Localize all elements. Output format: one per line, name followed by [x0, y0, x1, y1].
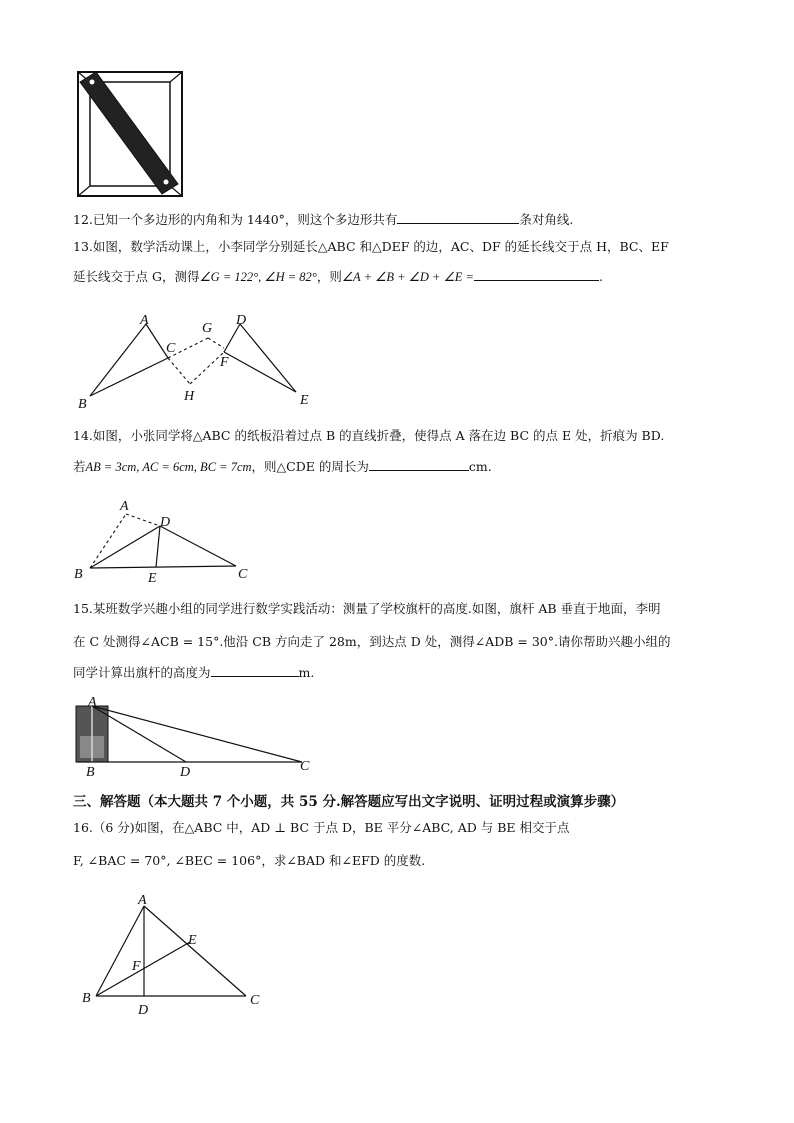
q16-label-B: B: [82, 991, 91, 1006]
question-15-line3: [73, 664, 314, 682]
question-15-line2: 在 C 处测得∠ACB = 15°.他沿 CB 方向走了 28m，到达点 D 处，测得∠ADB = 30°.请你帮助兴趣小组的: [73, 634, 671, 649]
q14-label-A: A: [120, 499, 129, 514]
q13-label-A: A: [140, 313, 149, 328]
q14-formula: AB = 3cm, AC = 6cm, BC = 7cm: [85, 460, 252, 474]
q15-label-A: A: [88, 696, 97, 710]
question-14-line1: 14.如图，小张同学将△ABC 的纸板沿着过点 B 的直线折叠，使得点 A 落在边 BC 的点 E 处，折痕为 BD.: [73, 428, 665, 443]
q15-label-C: C: [300, 759, 310, 774]
q15-figure: [72, 696, 322, 780]
q16-label-A: A: [138, 893, 147, 908]
q13-text-b: ，则: [316, 269, 342, 284]
q14-text-b: ，则△CDE 的周长为: [251, 459, 369, 474]
q13-formula-given: ∠G = 122°, ∠H = 82°: [199, 270, 317, 284]
q13-label-G: G: [202, 321, 213, 336]
q13-figure: [76, 308, 326, 412]
q14-label-D: D: [160, 515, 171, 530]
q13-label-E: E: [300, 393, 309, 408]
q13-text-a: 延长线交于点 G，测得: [73, 269, 200, 284]
frame-strip-figure: [76, 70, 186, 200]
q15-text-a: 同学计算出旗杆的高度为: [73, 665, 211, 680]
q13-label-D: D: [236, 313, 247, 328]
q16-label-F: F: [132, 959, 141, 974]
q15-label-D: D: [180, 765, 191, 780]
q14-end: cm.: [468, 459, 492, 474]
q14-answer-blank[interactable]: [369, 458, 469, 471]
question-15-line1: 15.某班数学兴趣小组的同学进行数学实践活动：测量了学校旗杆的高度.如图，旗杆 AB 垂直于地面，李明: [73, 601, 661, 616]
question-13-line1: 13.如图，数学活动课上，小李同学分别延长△ABC 和△DEF 的边，AC、DF 的延长线交于点 H，BC、EF: [73, 239, 669, 254]
q16-label-C: C: [250, 993, 260, 1008]
q12-answer-blank[interactable]: [397, 211, 519, 224]
section-3-heading: 三、解答题（本大题共 7 个小题，共 55 分.解答题应写出文字说明、证明过程或演算步骤）: [73, 794, 625, 810]
q13-label-C: C: [166, 341, 176, 356]
q12-prefix: 12.已知一个多边形的内角和为 1440°，则这个多边形共有: [73, 212, 398, 227]
q12-suffix: 条对角线.: [519, 212, 574, 227]
q15-answer-blank[interactable]: [211, 664, 299, 677]
q16-figure: [78, 888, 268, 1018]
q14-label-B: B: [74, 567, 83, 582]
question-12: [73, 211, 573, 229]
q13-answer-blank[interactable]: [474, 268, 599, 281]
q13-label-H: H: [184, 389, 195, 404]
q14-text-a: 若: [73, 459, 86, 474]
q14-label-E: E: [148, 571, 157, 586]
q16-label-E: E: [188, 933, 197, 948]
question-16-line2: F, ∠BAC = 70°, ∠BEC = 106°，求∠BAD 和∠EFD 的度数.: [73, 853, 426, 868]
q13-end: .: [598, 269, 603, 284]
q15-label-B: B: [86, 765, 95, 780]
question-16-line1: 16.（6 分)如图，在△ABC 中，AD ⊥ BC 于点 D，BE 平分∠ABC, AD 与 BE 相交于点: [73, 820, 570, 835]
q13-label-F: F: [220, 355, 229, 370]
question-14-line2: [73, 458, 492, 476]
q14-label-C: C: [238, 567, 248, 582]
q14-figure: [72, 496, 262, 586]
question-13-line2: [73, 268, 603, 286]
q16-label-D: D: [138, 1003, 149, 1018]
q13-label-B: B: [78, 397, 87, 412]
q13-formula-sum: ∠A + ∠B + ∠D + ∠E =: [341, 270, 474, 284]
q15-end: m.: [298, 665, 315, 680]
